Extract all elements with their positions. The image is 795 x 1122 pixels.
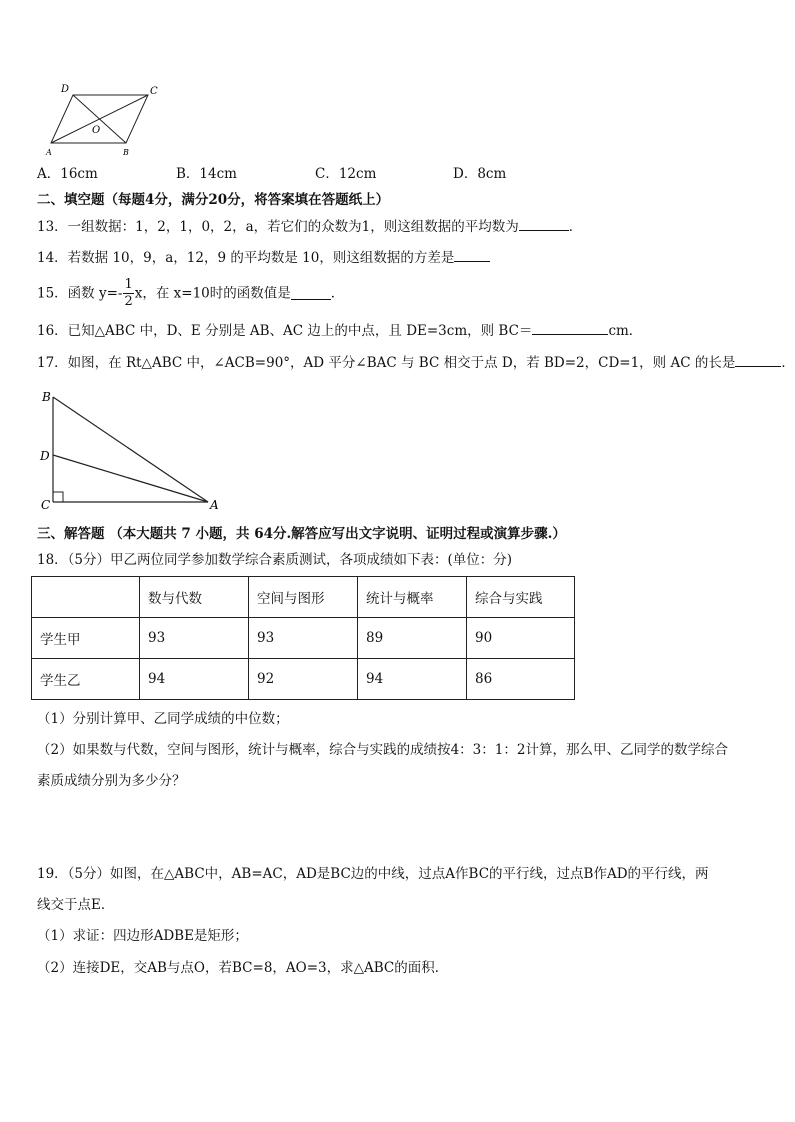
q12-option-a: A．16cm (37, 166, 98, 182)
table-cell: 89 (358, 618, 467, 659)
q15-prefix: 15．函数 y=- (37, 285, 123, 302)
q15-tail: ． (330, 285, 345, 302)
q15-numerator: 1 (124, 277, 133, 292)
label-d: D (61, 84, 70, 95)
q13-tail: ． (568, 219, 583, 235)
q18-part1: （1）分别计算甲、乙同学成绩的中位数； (37, 711, 289, 727)
label-a: A (210, 498, 219, 512)
q19-part1: （1）求证：四边形ADBE是矩形； (37, 928, 248, 944)
q17-tail: ． (781, 355, 795, 371)
table-cell: 92 (249, 659, 358, 700)
q17-blank (735, 354, 781, 367)
table-cell: 90 (467, 618, 575, 659)
q12-option-c: C．12cm (315, 166, 377, 182)
segment-ad (53, 455, 208, 502)
q15-fraction (123, 277, 133, 310)
table-header-cell (32, 577, 140, 618)
q15 (37, 277, 344, 310)
table-row (32, 659, 575, 700)
q15-blank (291, 287, 331, 300)
q16-blank (532, 322, 608, 335)
label-c: C (41, 498, 51, 512)
q16 (37, 322, 642, 340)
q13 (37, 218, 582, 236)
q14-text: 14．若数据 10，9，a，12，9 的平均数是 10，则这组数据的方差是 (37, 250, 455, 266)
section2-title: 二、填空题（每题4分，满分20分，将答案填在答题纸上） (37, 192, 390, 208)
q14-blank (454, 249, 490, 262)
q18-part2-line2: 素质成绩分别为多少分？ (37, 773, 186, 789)
label-c: C (150, 86, 158, 97)
table-header-cell: 综合与实践 (467, 577, 575, 618)
table-header-cell: 空间与图形 (249, 577, 358, 618)
q16-tail: cm． (608, 323, 643, 339)
table-cell: 86 (467, 659, 575, 700)
label-d: D (40, 449, 50, 463)
q15-suffix: x，在 x=10时的函数值是 (134, 285, 291, 302)
q19-line1: 19．（5分）如图，在△ABC中，AB=AC，AD是BC边的中线，过点A作BC的平行线，过点B作AD的平行线，两 (37, 866, 709, 882)
q18-text: 18．（5分）甲乙两位同学参加数学综合素质测试，各项成绩如下表：(单位：分) (37, 552, 513, 568)
q13-text: 13．一组数据：1，2，1，0，2，a，若它们的众数为1，则这组数据的平均数为 (37, 219, 519, 235)
table-cell: 94 (358, 659, 467, 700)
label-b: B (42, 390, 51, 404)
q15-denominator: 2 (124, 294, 133, 309)
q19-part2: （2）连接DE，交AB与点O，若BC=8，AO=3，求△ABC的面积． (37, 960, 449, 976)
table-header-cell: 数与代数 (140, 577, 249, 618)
label-a: A (46, 148, 52, 157)
score-table (31, 576, 575, 700)
section3-title: 三、解答题 （本大题共 7 小题，共 64分.解答应写出文字说明、证明过程或演算步骤.） (37, 526, 566, 542)
label-b: B (123, 148, 129, 157)
q19-line2: 线交于点E． (37, 897, 115, 913)
table-cell: 93 (140, 618, 249, 659)
q12-option-b: B．14cm (176, 166, 237, 182)
q18-part2-line1: （2）如果数与代数，空间与图形，统计与概率，综合与实践的成绩按4：3：1：2计算，那么甲、乙同学的数学综合 (37, 742, 728, 758)
label-o: O (92, 125, 101, 136)
q12-option-d: D．8cm (453, 166, 507, 182)
q13-blank (519, 218, 569, 231)
right-angle-mark (53, 492, 63, 502)
parallelogram-figure (40, 80, 170, 158)
side-ab (53, 397, 208, 502)
table-cell: 93 (249, 618, 358, 659)
table-cell: 94 (140, 659, 249, 700)
right-triangle-figure (38, 385, 228, 515)
table-header-cell: 统计与概率 (358, 577, 467, 618)
table-cell: 学生甲 (32, 618, 140, 659)
table-header-row (32, 577, 575, 618)
table-row (32, 618, 575, 659)
q14 (37, 249, 490, 267)
table-cell: 学生乙 (32, 659, 140, 700)
q17-text: 17．如图，在 Rt△ABC 中，∠ACB=90°，AD 平分∠BAC 与 BC 相交于点 D，若 BD=2，CD=1，则 AC 的长是 (37, 355, 736, 371)
q17 (37, 354, 795, 372)
q16-text: 16．已知△ABC 中，D、E 分别是 AB、AC 边上的中点，且 DE=3cm，则 BC＝ (37, 323, 533, 339)
